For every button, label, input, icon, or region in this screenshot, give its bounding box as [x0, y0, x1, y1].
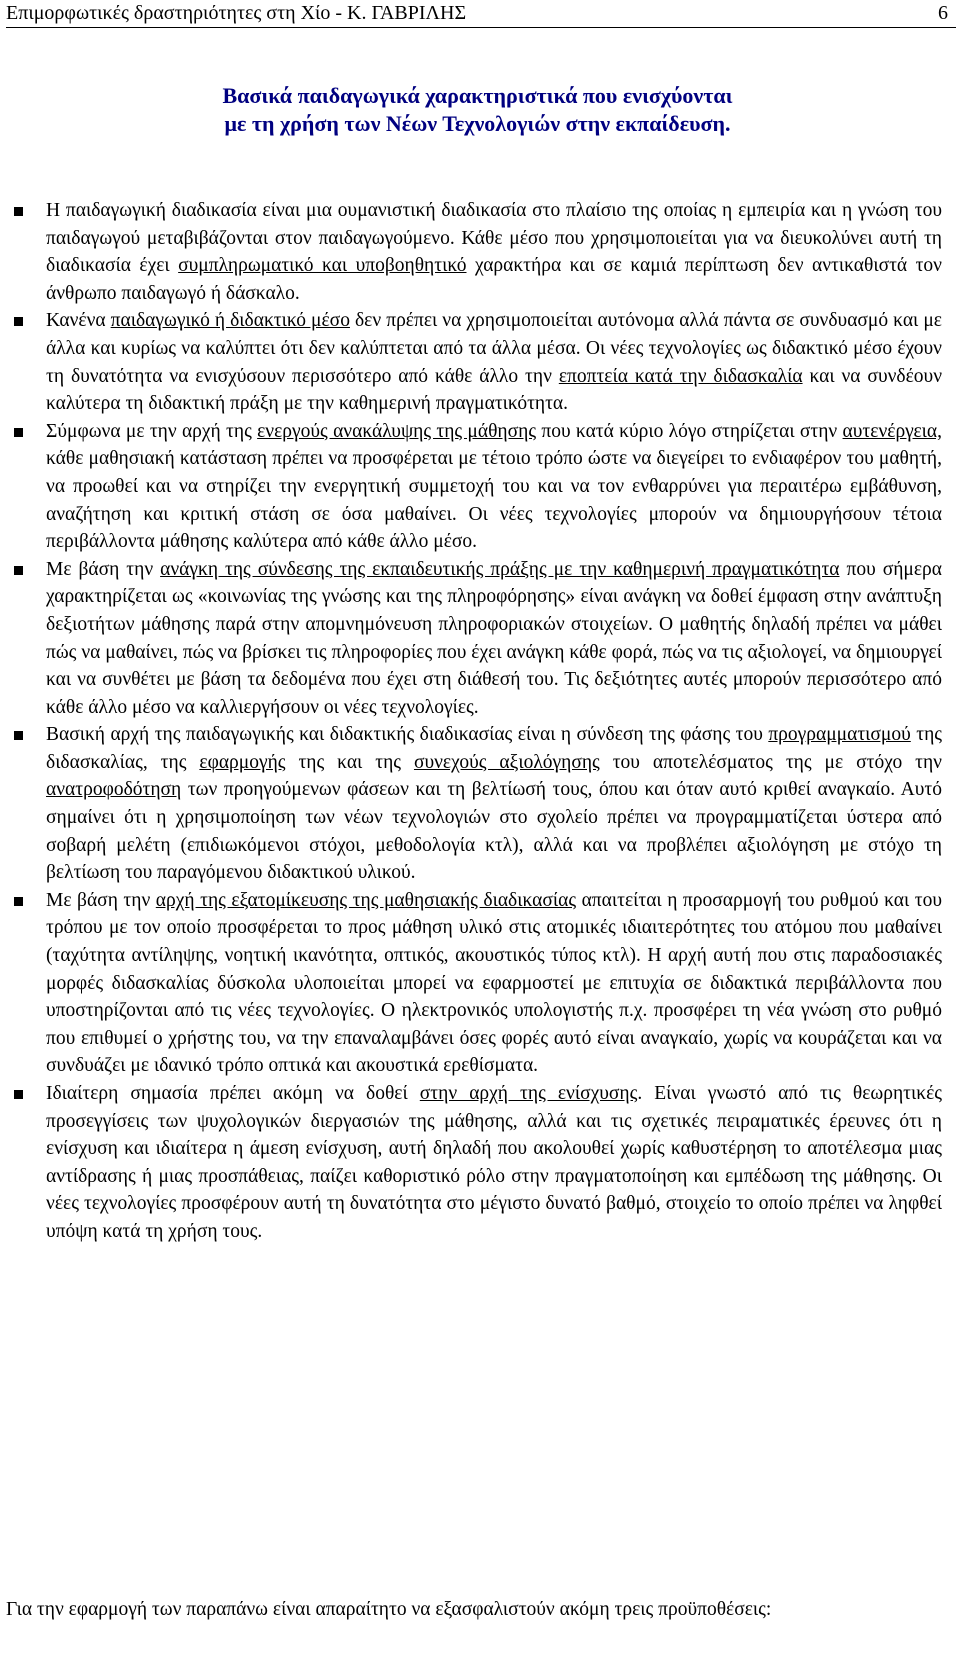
list-item-text: Σύμφωνα με την αρχή της ενεργούς ανακάλυψης της μάθησης που κατά κύριο λόγο στηρίζεται στην αυτενέργεια, κάθε μαθησιακή κατάσταση πρέπει να προσφέρεται με τέτοιο τρόπο ώστε να διεγείρει το ενδιαφέρον του μαθητή, να προωθεί και να στηρίζει την ενεργητική συμμετοχή του και να τον ενθαρρύνει για περαιτέρω εμβάθυνση, αναζήτηση και κριτική στάση σε όσα μαθαίνει. Οι νέες τεχνολογίες μπορούν να δημιουργήσουν τέτοια περιβάλλοντα μάθησης καλύτερα από κάθε άλλο μέσο. — [46, 420, 942, 553]
list-item — [14, 887, 942, 1080]
square-bullet-icon — [14, 317, 23, 326]
list-item-text: Βασική αρχή της παιδαγωγικής και διδακτικής διαδικασίας είναι η σύνδεση της φάσης του προγραμματισμού της διδασκαλίας, της εφαρμογής της και της συνεχούς αξιολόγησης του αποτελέσματος της με στόχο την ανατροφοδότηση των προηγούμενων φάσεων και τη βελτίωσή τους, όπου και όταν αυτό κριθεί αναγκαίο. Αυτό σημαίνει ότι η χρησιμοποίηση των νέων τεχνολογιών στο σχολείο πρέπει να προγραμματίζεται ύστερα από σοβαρή μελέτη (επιδιωκόμενοι στόχοι, μεθοδολογία κτλ), αλλά και να προβλέπει αξιολόγηση με στόχο τη βελτίωση του παραγόμενου διδακτικού υλικού. — [46, 724, 943, 884]
list-item — [14, 721, 942, 887]
underlined-phrase: προγραμματισμού — [768, 724, 911, 746]
underlined-phrase: αυτενέργεια, — [842, 420, 942, 442]
underlined-phrase: παιδαγωγικό ή διδακτικό μέσο — [110, 310, 350, 332]
closing-paragraph: Για την εφαρμογή των παραπάνω είναι απαραίτητο να εξασφαλιστούν ακόμη τρεις προϋποθέσεις: — [6, 1599, 772, 1620]
section-title-line-2: με τη χρήση των Νέων Τεχνολογιών στην εκπαίδευση. — [224, 111, 731, 136]
underlined-phrase: στην αρχή της ενίσχυσης — [419, 1083, 638, 1104]
underlined-phrase: συνεχούς αξιολόγησης — [413, 751, 600, 773]
header-running-title: Επιμορφωτικές δραστηριότητες στη Χίο - Κ. ΓΑΒΡΙΛΗΣ — [6, 2, 467, 24]
underlined-phrase: αρχή της εξατομίκευσης της μαθησιακής διαδικασίας — [155, 889, 577, 911]
underlined-phrase: ανατροφοδότηση — [46, 779, 182, 801]
list-item — [14, 1080, 942, 1246]
underlined-phrase: ανάγκη της σύνδεσης της εκπαιδευτικής πράξης με την καθημερινή πραγματικότητα — [160, 558, 840, 580]
section-title — [0, 82, 960, 138]
bullet-list — [14, 197, 942, 1246]
section-title-line-1: Βασικά παιδαγωγικά χαρακτηριστικά που ενισχύονται — [222, 83, 733, 108]
square-bullet-icon — [14, 897, 23, 906]
square-bullet-icon — [14, 1090, 23, 1099]
square-bullet-icon — [14, 207, 23, 216]
list-item-text: Με βάση την ανάγκη της σύνδεσης της εκπαιδευτικής πράξης με την καθημερινή πραγματικότητα που σήμερα χαρακτηρίζεται ως «κοινωνίας της γνώσης και της πληροφόρησης» είναι ανάγκη να δοθεί έμφαση στην ανάπτυξη δεξιοτήτων μάθησης παρά στην απομνημόνευση πληροφοριακών στοιχείων. Ο μαθητής δηλαδή πρέπει να μάθει πώς να μαθαίνει, πώς να βρίσκει τις πληροφορίες που έχει ανάγκη κάθε φορά, πώς να τις αξιολογεί, να δημιουργεί και να συνθέτει με βάση τα δεδομένα που έχει στη διάθεσή του. Τις δεξιότητες αυτές μπορούν περισσότερο από κάθε άλλο μέσο να καλλιεργήσουν οι νέες τεχνολογίες. — [46, 558, 942, 718]
page-header — [6, 0, 956, 28]
list-item — [14, 556, 942, 722]
square-bullet-icon — [14, 731, 23, 740]
square-bullet-icon — [14, 428, 23, 437]
square-bullet-icon — [14, 566, 23, 575]
underlined-phrase: εφαρμογής — [199, 751, 286, 773]
list-item-text: Κανένα παιδαγωγικό ή διδακτικό μέσο δεν πρέπει να χρησιμοποιείται αυτόνομα αλλά πάντα σε συνδυασμό και με άλλα και κυρίως να καλύπτει ότι δεν καλύπτεται από τα άλλα μέσα. Οι νέες τεχνολογίες ως διδακτικό μέσο έχουν τη δυνατότητα να ενισχύσουν περισσότερο από κάθε άλλο την εποπτεία κατά την διδασκαλία και να συνδέουν καλύτερα τη διδακτική πράξη με την καθημερινή πραγματικότητα. — [46, 310, 943, 415]
list-item-text: Η παιδαγωγική διαδικασία είναι μια ουμανιστική διαδικασία στο πλαίσιο της οποίας η εμπειρία και η γνώση του παιδαγωγού μεταβιβάζονται στον παιδαγωγούμενο. Κάθε μέσο που χρησιμοποιείται για να διευκολύνει αυτή τη διαδικασία έχει συμπληρωματικό και υποβοηθητικό χαρακτήρα και σε καμιά περίπτωση δεν αντικαθιστά τον άνθρωπο παιδαγωγό ή δάσκαλο. — [46, 200, 942, 304]
underlined-phrase: ενεργούς ανακάλυψης της μάθησης — [257, 420, 537, 442]
page-number: 6 — [938, 2, 948, 24]
list-item-text: Ιδιαίτερη σημασία πρέπει ακόμη να δοθεί στην αρχή της ενίσχυσης. Είναι γνωστό από τις θεωρητικές προσεγγίσεις των ψυχολογικών διεργασιών της μάθησης, αλλά και τις σχετικές πειραματικές έρευνες ότι η ενίσχυση και ιδιαίτερα η άμεση ενίσχυση, αυτή δηλαδή που ακολουθεί χωρίς καθυστέρηση το αποτέλεσμα μιας αντίδρασης ή μιας προσπάθειας, παίζει καθοριστικό ρόλο στην πραγματοποίηση και εμπέδωση της μάθησης. Οι νέες τεχνολογίες προσφέρουν αυτή τη δυνατότητα στο μέγιστο δυνατό βαθμό, στοιχείο το οποίο πρέπει να ληφθεί υπόψη κατά τη χρήση τους. — [46, 1083, 942, 1242]
list-item — [14, 418, 942, 556]
list-item-text: Με βάση την αρχή της εξατομίκευσης της μαθησιακής διαδικασίας απαιτείται η προσαρμογή του ρυθμού και του τρόπου με τον οποίο προσφέρεται το προς μάθηση υλικό στις ατομικές ιδιαιτερότητες του ατόμου που μαθαίνει (ταχύτητα αντίληψης, νοητική ικανότητα, οπτικός, ακουστικός τύπος κτλ). Η αρχή αυτή που στις παραδοσιακές μορφές διδασκαλίας δύσκολα υλοποιείται μπορεί να εφαρμοστεί με επιτυχία σε διδακτικά περιβάλλοντα που υποστηρίζονται από τις νέες τεχνολογίες. Ο ηλεκτρονικός υπολογιστής π.χ. προσφέρει τη νέα γνώση στο ρυθμό που επιθυμεί ο χρήστης του, να την επαναλαμβάνει όσες φορές αυτό είναι αναγκαίο, χωρίς να κουράζεται και να συνδυάζει με ιδανικό τρόπο οπτικά και ακουστικά ερεθίσματα. — [46, 889, 942, 1077]
list-item — [14, 197, 942, 307]
underlined-phrase: συμπληρωματικό και υποβοηθητικό — [178, 255, 467, 277]
list-item — [14, 307, 942, 417]
underlined-phrase: εποπτεία κατά την διδασκαλία — [558, 365, 803, 387]
